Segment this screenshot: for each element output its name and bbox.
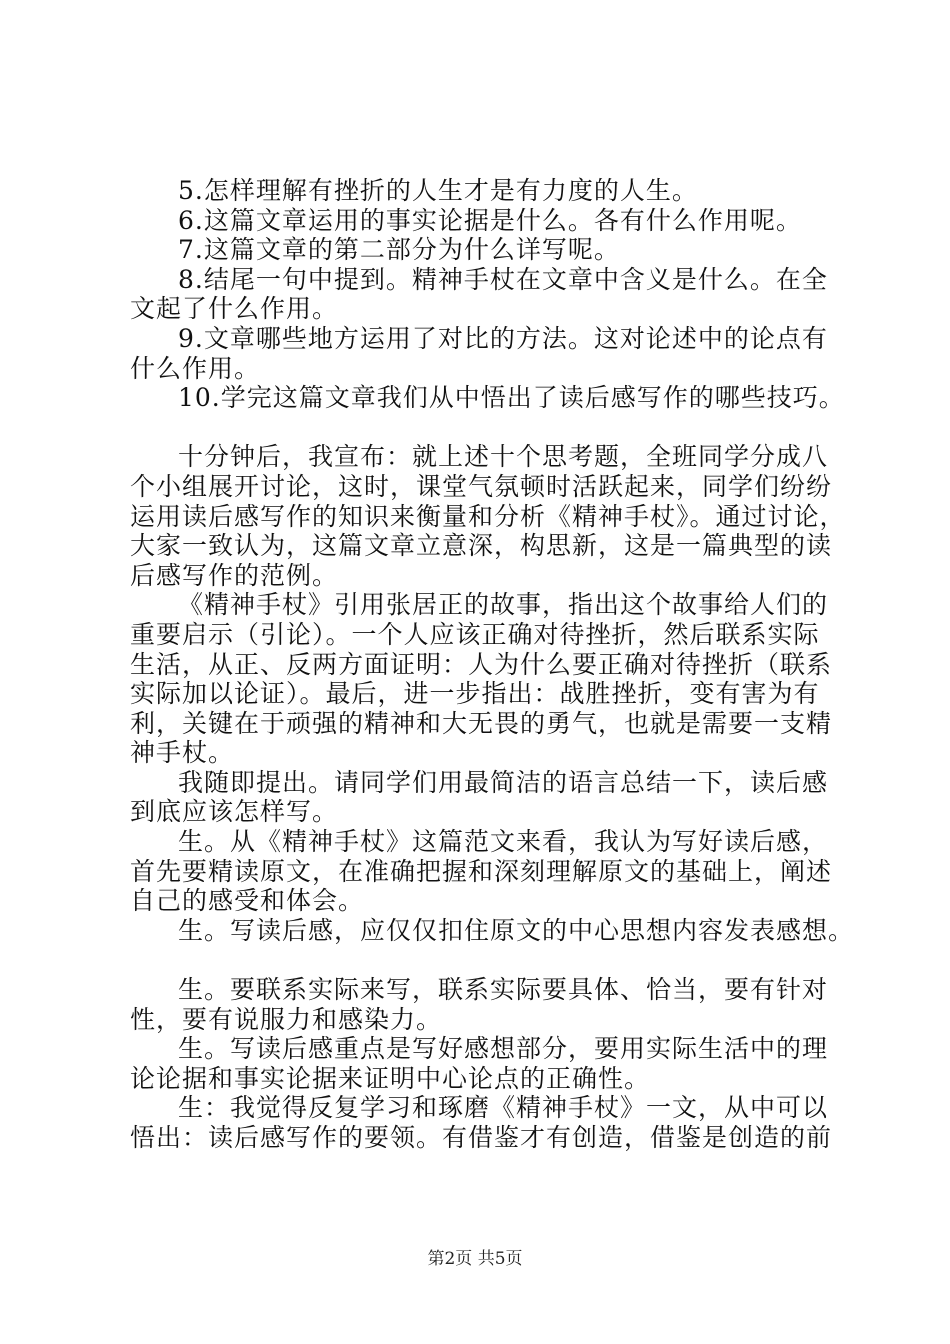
paragraph-line: 到底应该怎样写。 [130, 797, 339, 827]
paragraph-line: 个小组展开讨论，这时，课堂气氛顿时活跃起来，同学们纷纷 [130, 471, 833, 501]
paragraph-line: 生活，从正、反两方面证明：人为什么要正确对待挫折（联系 [130, 649, 833, 679]
question-9: 9.文章哪些地方运用了对比的方法。这对论述中的论点有 [178, 323, 828, 353]
paragraph-line: 悟出：读后感写作的要领。有借鉴才有创造，借鉴是创造的前 [130, 1123, 833, 1152]
question-6: 6.这篇文章运用的事实论据是什么。各有什么作用呢。 [178, 205, 802, 235]
paragraph-line: 生。要联系实际来写，联系实际要具体、恰当，要有针对 [178, 975, 829, 1005]
paragraph-line: 论论据和事实论据来证明中心论点的正确性。 [130, 1063, 651, 1093]
paragraph-line: 重要启示（引论）。一个人应该正确对待挫折，然后联系实际 [130, 619, 820, 649]
paragraph-line: 生。从《精神手杖》这篇范文来看，我认为写好读后感， [178, 827, 829, 857]
paragraph-line: 十分钟后，我宣布：就上述十个思考题，全班同学分成八 [178, 442, 829, 472]
paragraph-line: 性，要有说服力和感染力。 [130, 1004, 443, 1034]
question-8: 8.结尾一句中提到。精神手杖在文章中含义是什么。在全 [178, 264, 828, 294]
paragraph-line: 大家一致认为，这篇文章立意深，构思新，这是一篇典型的读 [130, 531, 833, 561]
paragraph-line: 自己的感受和体会。 [130, 886, 365, 916]
blank-line [130, 413, 845, 443]
paragraph-line: 后感写作的范例。 [130, 560, 339, 590]
blank-line [130, 945, 845, 975]
paragraph-line: 生。写读后感重点是写好感想部分，要用实际生活中的理 [178, 1034, 829, 1064]
paragraph-line: 实际加以论证）。最后，进一步指出：战胜挫折，变有害为有 [130, 679, 820, 709]
paragraph-line: 我随即提出。请同学们用最简洁的语言总结一下，读后感 [178, 767, 829, 797]
question-9-cont: 什么作用。 [130, 353, 261, 383]
paragraph-line: 神手杖。 [130, 738, 235, 768]
paragraph-line: 生。写读后感，应仅仅扣住原文的中心思想内容发表感想。 [178, 915, 855, 945]
question-7: 7.这篇文章的第二部分为什么详写呢。 [178, 235, 620, 265]
paragraph-line: 运用读后感写作的知识来衡量和分析《精神手杖》。通过讨论， [130, 501, 846, 531]
question-5: 5.怎样理解有挫折的人生才是有力度的人生。 [178, 176, 698, 205]
document-page [130, 176, 855, 1153]
page-footer: 第2页 共5页 [427, 1249, 523, 1269]
question-8-cont: 文起了什么作用。 [130, 294, 339, 324]
question-10: 10.学完这篇文章我们从中悟出了读后感写作的哪些技巧。 [178, 383, 845, 413]
paragraph-line: 利，关键在于顽强的精神和大无畏的勇气，也就是需要一支精 [130, 708, 833, 738]
paragraph-line: 生：我觉得反复学习和琢磨《精神手杖》一文，从中可以 [178, 1093, 829, 1123]
paragraph-line: 《精神手杖》引用张居正的故事，指出这个故事给人们的 [178, 590, 829, 620]
paragraph-line: 首先要精读原文，在准确把握和深刻理解原文的基础上，阐述 [130, 856, 833, 886]
